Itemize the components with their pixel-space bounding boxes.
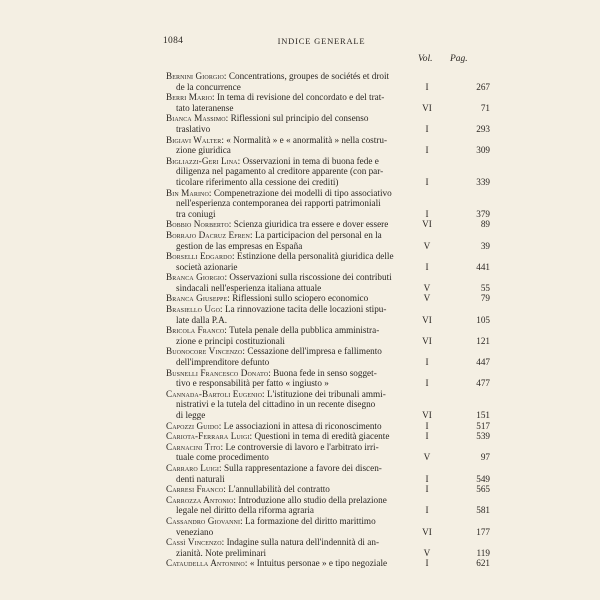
entry-line: di legge	[176, 410, 206, 420]
entry-author: Bin Marino:	[166, 187, 212, 198]
entry-line: Borrajo Dacruz Efren: La participacion del personal en la	[166, 229, 382, 240]
entry-volume: VI	[422, 102, 432, 113]
entry-line: denti naturali	[176, 473, 225, 484]
entry-page: 447	[476, 357, 490, 368]
entry-line: Berri Mario: In tema di revisione del concordato e del trat-	[166, 92, 385, 103]
entry-line: Cassandro Giovanni: La formazione del diritto marittimo	[166, 515, 376, 526]
entry-page: 539	[476, 431, 490, 442]
index-entry	[166, 188, 490, 220]
entry-volume: V	[423, 240, 431, 251]
entry-line: tuale come procedimento	[176, 452, 269, 463]
entry-line: Bin Marino: Compenetrazione dei modelli di tipo associativo	[166, 187, 392, 198]
entry-text	[166, 463, 404, 484]
entry-volume: I	[425, 484, 429, 495]
entry-line: ticolare riferimento alla cessione dei crediti)	[176, 176, 339, 187]
index-entry	[166, 346, 490, 367]
entry-text	[166, 113, 404, 134]
entry-line: tivo e responsabilità per fatto « ingiusto »	[176, 378, 329, 389]
index-entry	[166, 368, 490, 389]
entry-author: Bigliazzi-Geri Lina:	[166, 155, 241, 166]
entry-line: nistrativi e la tutela del cittadino in un recente disegno	[176, 399, 376, 410]
entry-page: 151	[476, 410, 490, 420]
entry-text	[166, 325, 404, 346]
entry-line: tato lateranense	[176, 102, 234, 113]
entry-page: 379	[476, 208, 490, 219]
entry-author: Bernini Giorgio:	[166, 71, 227, 81]
entry-page: 55	[480, 282, 490, 293]
entry-author: Berri Mario:	[166, 92, 215, 103]
entry-text	[166, 516, 404, 537]
entry-volume: I	[425, 558, 429, 569]
index-entry	[166, 219, 490, 230]
index-entry	[166, 389, 490, 421]
entry-line: Capozzi Guido: Le associazioni in attesa di riconoscimento	[166, 420, 382, 431]
entry-page: 441	[476, 261, 490, 272]
entry-line: diligenza nel pagamento al creditore apparente (con par-	[176, 166, 384, 177]
index-entry	[166, 71, 490, 92]
entry-volume: I	[425, 145, 429, 156]
entry-line: tra coniugi	[176, 208, 216, 219]
entry-line: gestion de las empresas en España	[176, 240, 303, 251]
index-entry	[166, 442, 490, 463]
entry-text	[166, 293, 404, 304]
entry-line: Busnelli Francesco Donato: Buona fede in senso sogget-	[166, 367, 377, 378]
entry-line: dell'imprenditore defunto	[176, 357, 270, 368]
entry-volume: VI	[422, 410, 432, 420]
entry-page: 267	[476, 81, 490, 92]
entry-text	[166, 135, 404, 156]
entry-page: 549	[476, 473, 490, 484]
entry-volume: I	[425, 261, 429, 272]
entry-page: 121	[476, 335, 490, 346]
entry-volume: I	[425, 123, 429, 134]
entry-line: Bigiavi Walter: « Normalità » e « anormalità » nella costru-	[166, 134, 388, 145]
entry-author: Bianca Massimo:	[166, 113, 229, 124]
entry-line: Carresi Franco: L'annullabilità del contratto	[166, 484, 330, 495]
entry-text	[166, 71, 404, 92]
entry-page: 581	[476, 505, 490, 516]
entry-author: Carnacini Tito:	[166, 441, 224, 452]
index-entry	[166, 156, 490, 188]
entry-line: zione e principi costituzionali	[176, 335, 285, 346]
entry-line: Buonocore Vincenzo: Cessazione dell'impresa e fallimento	[166, 346, 382, 357]
entry-text	[166, 442, 404, 463]
entry-line: veneziano	[176, 526, 214, 537]
entry-text	[166, 251, 404, 272]
entry-page: 79	[480, 293, 490, 304]
entry-line: Bianca Massimo: Riflessioni sul principio del consenso	[166, 113, 369, 124]
entry-line: legale nel diritto della riforma agraria	[176, 505, 315, 516]
index-entry	[166, 495, 490, 516]
entry-author: Brasiello Ugo:	[166, 304, 223, 315]
entry-author: Branca Giuseppe:	[166, 293, 230, 304]
entry-author: Cataudella Antonino:	[166, 558, 248, 569]
entry-line: Cariota-Ferrara Luigi: Questioni in tema di eredità giacente	[166, 431, 390, 442]
entry-volume: VI	[422, 335, 432, 346]
entry-line: traslativo	[176, 123, 211, 134]
entry-text	[166, 368, 404, 389]
index-entry	[166, 516, 490, 537]
entry-line: zione giuridica	[176, 145, 231, 156]
entry-line: Cassì Vincenzo: Indagine sulla natura dell'indennità di an-	[166, 537, 380, 548]
entry-volume: I	[425, 505, 429, 516]
entry-author: Carrozza Antonio:	[166, 494, 237, 505]
entry-author: Borselli Edgardo:	[166, 251, 235, 262]
index-entry	[166, 325, 490, 346]
index-entry	[166, 537, 490, 558]
entry-author: Carresi Franco:	[166, 484, 226, 495]
entry-page: 119	[476, 547, 490, 558]
entry-text	[166, 431, 404, 442]
entry-line: Branca Giuseppe: Riflessioni sullo sciopero economico	[166, 293, 369, 304]
entry-page: 293	[476, 123, 490, 134]
entry-volume: V	[423, 282, 431, 293]
entry-line: Branca Giorgio: Osservazioni sulla riscossione dei contributi	[166, 272, 392, 283]
entry-text	[166, 272, 404, 293]
page-title: INDICE GENERALE	[277, 36, 366, 46]
entry-text	[166, 495, 404, 516]
entry-page: 97	[480, 452, 490, 463]
entry-volume: I	[425, 176, 429, 187]
index-entry	[166, 293, 490, 304]
entry-volume: V	[423, 293, 431, 304]
entry-volume: VI	[422, 219, 432, 230]
entry-text	[166, 92, 404, 113]
index-entry	[166, 251, 490, 272]
entry-text	[166, 219, 404, 230]
entry-volume: I	[425, 81, 429, 92]
entry-text	[166, 558, 404, 569]
entry-page: 517	[476, 420, 490, 431]
entry-page: 39	[480, 240, 490, 251]
entry-author: Busnelli Francesco Donato:	[166, 367, 271, 378]
entry-line: zianità. Note preliminari	[176, 547, 267, 558]
index-entry	[166, 463, 490, 484]
entry-page: 309	[476, 145, 490, 156]
entry-line: sindacali nell'esperienza italiana attuale	[176, 282, 322, 293]
entry-author: Bricola Franco:	[166, 325, 227, 336]
index-entry	[166, 113, 490, 134]
entry-page: 177	[476, 526, 490, 537]
entry-line: Bernini Giorgio: Concentrations, groupes de sociétés et droit	[166, 71, 390, 81]
entry-text	[166, 230, 404, 251]
entry-author: Buonocore Vincenzo:	[166, 346, 246, 357]
entry-page: 477	[476, 378, 490, 389]
entry-line: de la concurrence	[176, 81, 241, 92]
entry-text	[166, 389, 404, 421]
entry-author: Bobbio Norberto:	[166, 219, 232, 230]
entry-volume: V	[423, 547, 431, 558]
entry-text	[166, 156, 404, 188]
entry-page: 565	[476, 484, 490, 495]
page-number: 1084	[163, 36, 184, 46]
entry-volume: I	[425, 378, 429, 389]
entry-volume: I	[425, 357, 429, 368]
index-entry	[166, 304, 490, 325]
entry-volume: I	[425, 208, 429, 219]
entry-line: nell'esperienza contemporanea dei rapporti patrimoniali	[176, 198, 381, 209]
entry-line: Bricola Franco: Tutela penale della pubblica amministra-	[166, 325, 380, 336]
entry-line: Cannada-Bartoli Eugenio: L'istituzione dei tribunali ammi-	[166, 388, 386, 399]
entry-volume: VI	[422, 314, 432, 325]
entry-author: Cassandro Giovanni:	[166, 515, 243, 526]
entry-page: 89	[480, 219, 490, 230]
entry-volume: I	[425, 420, 429, 431]
entry-text	[166, 484, 404, 495]
entry-text	[166, 537, 404, 558]
index-entry	[166, 230, 490, 251]
entry-line: Carnacini Tito: Le controversie di lavoro e l'arbitrato irri-	[166, 441, 379, 452]
entry-volume: V	[423, 452, 431, 463]
entry-page: 621	[476, 558, 490, 569]
entry-line: Borselli Edgardo: Estinzione della personalità giuridica delle	[166, 251, 394, 262]
entry-volume: I	[425, 431, 429, 442]
entry-text	[166, 188, 404, 220]
entry-line: società azionarie	[176, 261, 238, 272]
entry-author: Branca Giorgio:	[166, 272, 228, 283]
entry-text	[166, 346, 404, 367]
entry-line: Carrozza Antonio: Introduzione allo studio della prelazione	[166, 494, 387, 505]
index-entry	[166, 558, 490, 569]
index-entry	[166, 484, 490, 495]
entry-line: Carraro Luigi: Sulla rappresentazione a favore dei discen-	[166, 462, 382, 473]
column-header-pag: Pag.	[450, 54, 468, 64]
entry-author: Borrajo Dacruz Efren:	[166, 229, 253, 240]
entry-author: Carraro Luigi:	[166, 462, 222, 473]
index-entry	[166, 135, 490, 156]
index-entry	[166, 421, 490, 432]
entry-line: Bigliazzi-Geri Lina: Osservazioni in tema di buona fede e	[166, 155, 379, 166]
entry-page: 339	[476, 176, 490, 187]
entry-page: 71	[480, 102, 490, 113]
entry-text	[166, 421, 404, 432]
entry-author: Cariota-Ferrara Luigi:	[166, 431, 253, 442]
entry-author: Cannada-Bartoli Eugenio:	[166, 388, 265, 399]
entry-volume: I	[425, 473, 429, 484]
entry-author: Bigiavi Walter:	[166, 134, 224, 145]
index-entry	[166, 92, 490, 113]
entry-volume: VI	[422, 526, 432, 537]
entry-line: late dalla P.A.	[176, 314, 228, 325]
entry-author: Cassì Vincenzo:	[166, 537, 225, 548]
entry-line: Bobbio Norberto: Scienza giuridica tra essere e dover essere	[166, 219, 389, 230]
entry-line: Cataudella Antonino: « Intuitus personae » e tipo negoziale	[166, 558, 388, 569]
index-entry	[166, 431, 490, 442]
column-header-vol: Vol.	[418, 54, 433, 64]
entry-text	[166, 304, 404, 325]
entry-line: Brasiello Ugo: La rinnovazione tacita delle locazioni stipu-	[166, 304, 387, 315]
index-entries	[166, 71, 490, 569]
entry-page: 105	[476, 314, 490, 325]
entry-author: Capozzi Guido:	[166, 420, 222, 431]
index-entry	[166, 272, 490, 293]
